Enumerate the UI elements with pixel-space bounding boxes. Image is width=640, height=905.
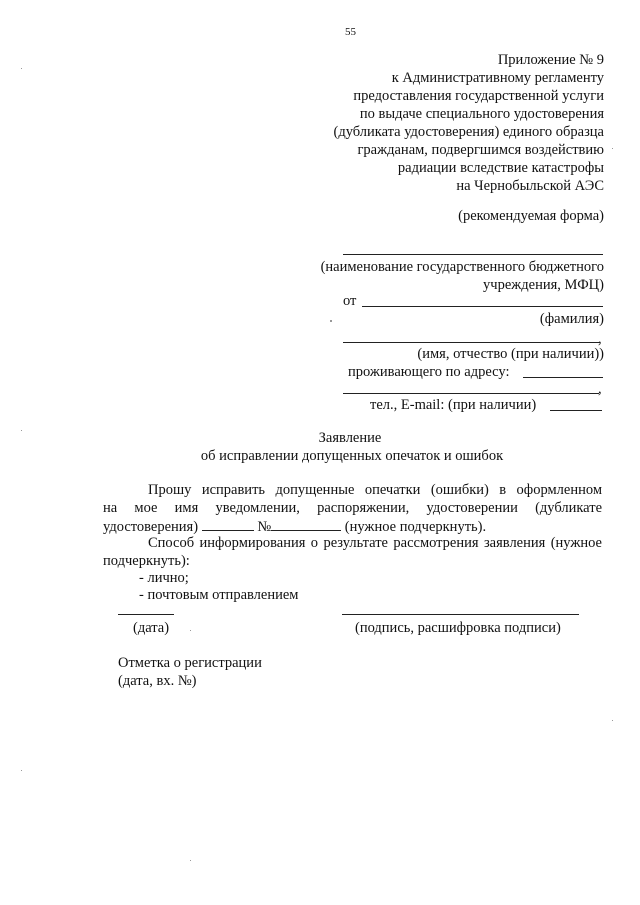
address-label: проживающего по адресу: — [348, 364, 510, 380]
scan-speck — [21, 430, 22, 431]
appendix-line-3: предоставления государственной услуги — [353, 88, 604, 104]
contact-label: тел., E-mail: (при наличии) — [370, 397, 537, 413]
document-subtitle: об исправлении допущенных опечаток и ошибок — [200, 448, 504, 464]
date-line — [118, 614, 174, 615]
number-blank-2 — [271, 517, 341, 531]
request-line-3-end: (нужное подчеркнуть). — [344, 519, 487, 535]
institution-caption-1: (наименование государственного бюджетного — [320, 259, 604, 275]
appendix-line-2: к Административному регламенту — [391, 70, 604, 86]
scan-speck — [612, 720, 613, 721]
request-line-2: на мое имя уведомлении, распоряжении, удостоверении (дубликате — [103, 500, 602, 516]
institution-line — [343, 254, 603, 255]
name-caption: (имя, отчество (при наличии)) — [417, 346, 604, 362]
appendix-line-6: гражданам, подвергшимся воздействию — [357, 142, 604, 158]
name-line — [343, 342, 599, 343]
address-line-comma: , — [598, 381, 602, 397]
appendix-line-1: Приложение № 9 — [497, 52, 604, 68]
document-title: Заявление — [318, 430, 382, 446]
scan-speck — [190, 860, 191, 861]
request-line-3-start: удостоверения) — [103, 519, 199, 535]
number-blank-1 — [202, 517, 254, 531]
registration-label: Отметка о регистрации — [118, 655, 262, 671]
option-personal: - лично; — [139, 570, 189, 586]
notify-line-1: Способ информирования о результате рассмотрения заявления (нужное — [148, 535, 602, 551]
stray-dot — [330, 320, 332, 322]
scan-speck — [21, 68, 22, 69]
option-post: - почтовым отправлением — [139, 587, 299, 603]
address-line-1 — [523, 377, 603, 378]
signature-caption: (подпись, расшифровка подписи) — [355, 620, 561, 636]
request-line-1: Прошу исправить допущенные опечатки (ошибки) в оформленном — [148, 482, 602, 498]
scan-speck — [612, 148, 613, 149]
appendix-line-7: радиации вследствие катастрофы — [397, 160, 604, 176]
contact-line — [550, 410, 602, 411]
scan-speck — [21, 770, 22, 771]
address-line-2 — [343, 393, 599, 394]
registration-details: (дата, вх. №) — [118, 673, 197, 689]
scan-speck — [190, 630, 191, 631]
date-caption: (дата) — [133, 620, 170, 636]
appendix-line-5: (дубликата удостоверения) единого образца — [333, 124, 604, 140]
page-number: 55 — [345, 26, 356, 38]
signature-line — [342, 614, 579, 615]
institution-caption-2: учреждения, МФЦ) — [483, 277, 604, 293]
form-note: (рекомендуемая форма) — [458, 208, 604, 224]
notify-line-2: подчеркнуть): — [103, 553, 190, 569]
appendix-line-8: на Чернобыльской АЭС — [456, 178, 604, 194]
surname-caption: (фамилия) — [539, 311, 604, 327]
from-line — [362, 306, 603, 307]
name-line-comma: , — [598, 331, 602, 347]
appendix-line-4: по выдаче специального удостоверения — [359, 106, 604, 122]
from-label: от — [343, 293, 357, 309]
number-sign: № — [257, 519, 272, 535]
